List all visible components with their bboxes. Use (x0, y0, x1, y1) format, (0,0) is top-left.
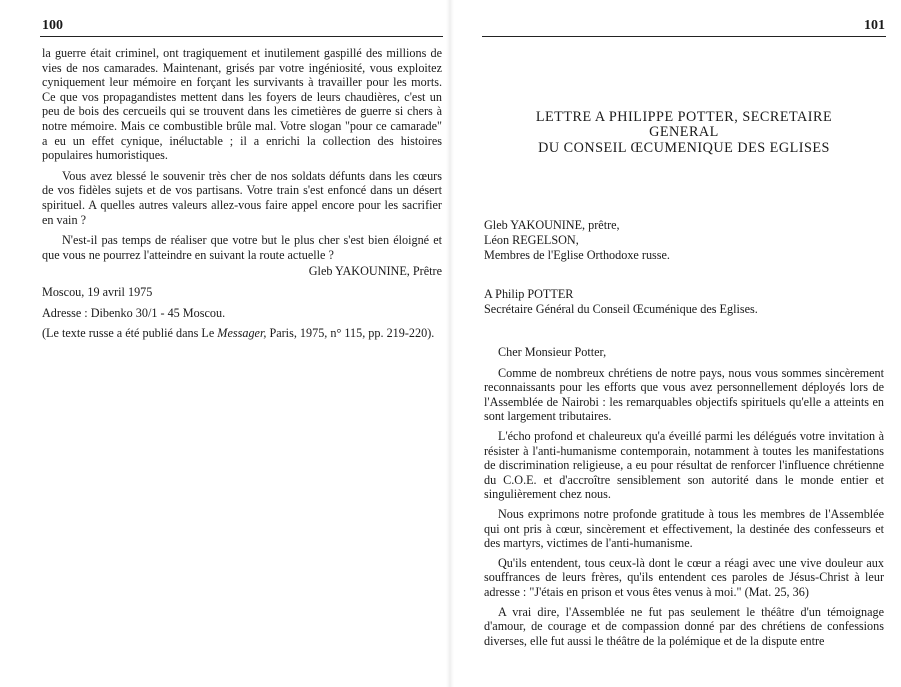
title-line: DU CONSEIL ŒCUMENIQUE DES EGLISES (538, 139, 830, 156)
paragraph: N'est-il pas temps de réaliser que votre but le plus cher s'est bien éloigné et que vous ne pourrez l'atteindre en suivant la route actuelle ? (42, 233, 442, 262)
title-line: GENERAL (649, 124, 719, 141)
authors-block (484, 218, 884, 264)
author-line: Membres de l'Eglise Orthodoxe russe. (484, 248, 670, 263)
recipient-block (484, 287, 884, 317)
paragraph: Nous exprimons notre profonde gratitude à tous les membres de l'Assemblée qui ont pris à cœur, sincèrement et effectivement, la destinée des confesseurs et des martyrs, victimes de l'anti-humanisme. (484, 506, 884, 551)
paragraph: A vrai dire, l'Assemblée ne fut pas seulement le théâtre d'un témoignage d'amour, de courage et de compassion donné par des chrétiens de confessions diverses, elle fut aussi le théâtre de la polémique et de la dispute entre (484, 604, 884, 648)
paragraph: Comme de nombreux chrétiens de notre pays, nous vous sommes sincèrement reconnaissants pour les efforts que vous avez personnellement déployés lors de l'Assemblée de Nairobi : les remarquables objectifs spirituels qu'elle a atteints en sont largement tributaires. (484, 365, 884, 424)
page-number-right: 101 (864, 18, 885, 33)
letter-title (482, 110, 886, 156)
page-number-left: 100 (42, 18, 63, 33)
paragraph: L'écho profond et chaleureux qu'a éveillé parmi les délégués votre invitation à résister à l'anti-humanisme contemporain, notamment à toutes les manifestations de discrimination religieuse, a eu pour résultat de renforcer l'influence chrétienne du C.O.E. et d'accroître sensiblement son autorité dans le monde entier et singulièrement chez nous. (484, 428, 884, 502)
paragraph: Qu'ils entendent, tous ceux-là dont le cœur a réagi avec une vive douleur aux souffrances de leurs frères, qu'ils entendent ces paroles de Jésus-Christ à leur adresse : "J'étais en prison et vous êtes venus à moi." (Mat. 25, 36) (484, 555, 884, 599)
header-rule-right (482, 36, 886, 37)
publication-note (42, 326, 442, 341)
author-line: Gleb YAKOUNINE, prêtre, (484, 218, 620, 232)
author-line: Léon REGELSON, (484, 233, 579, 248)
title-line: LETTRE A PHILIPPE POTTER, SECRETAIRE (535, 109, 833, 125)
left-page-text (42, 46, 442, 347)
note-text: (Le texte russe a été publié dans Le (42, 326, 218, 341)
paragraph: la guerre était criminel, ont tragiquement et inutilement gaspillé des millions de vies de nos camarades. Maintenant, grisés par votre ingéniosité, vous exploitez cyniquement leur mémoire en forçant les survivants à travailler pour les morts. Ce que vos propagandistes mettent dans les foyers de leurs chaudières, c'est un peu de bois des cercueils qui se trouvent dans les cimetières de guerre si chers à notre mémoire. Mais ce combustible brûle mal. Votre slogan "pour ce camarade" a eu un effet cynique, inéluctable ; il a enrichi la collection des histoires populaires humoristiques. (42, 46, 442, 163)
letter-body (484, 345, 884, 653)
place-date: Moscou, 19 avril 1975 (42, 284, 153, 299)
header-rule-left (40, 36, 443, 37)
recipient-line: A Philip POTTER (484, 287, 574, 301)
right-page (450, 0, 901, 687)
salutation: Cher Monsieur Potter, (498, 345, 607, 359)
journal-name: Messager, (217, 326, 267, 341)
note-text: Paris, 1975, n° 115, pp. 219-220). (266, 326, 435, 341)
paragraph: Vous avez blessé le souvenir très cher de nos soldats défunts dans les cœurs de vos fidèles sujets et de vos partisans. Votre train s'est enfoncé dans un désert spirituel. A quelles autres valeurs allez-vous faire appel encore pour les sacrifier en vain ? (42, 168, 442, 227)
left-page (0, 0, 450, 687)
recipient-line: Secrétaire Général du Conseil Œcuménique des Eglises. (484, 302, 758, 317)
signature: Gleb YAKOUNINE, Prêtre (308, 264, 442, 279)
address: Adresse : Dibenko 30/1 - 45 Moscou. (42, 305, 226, 320)
